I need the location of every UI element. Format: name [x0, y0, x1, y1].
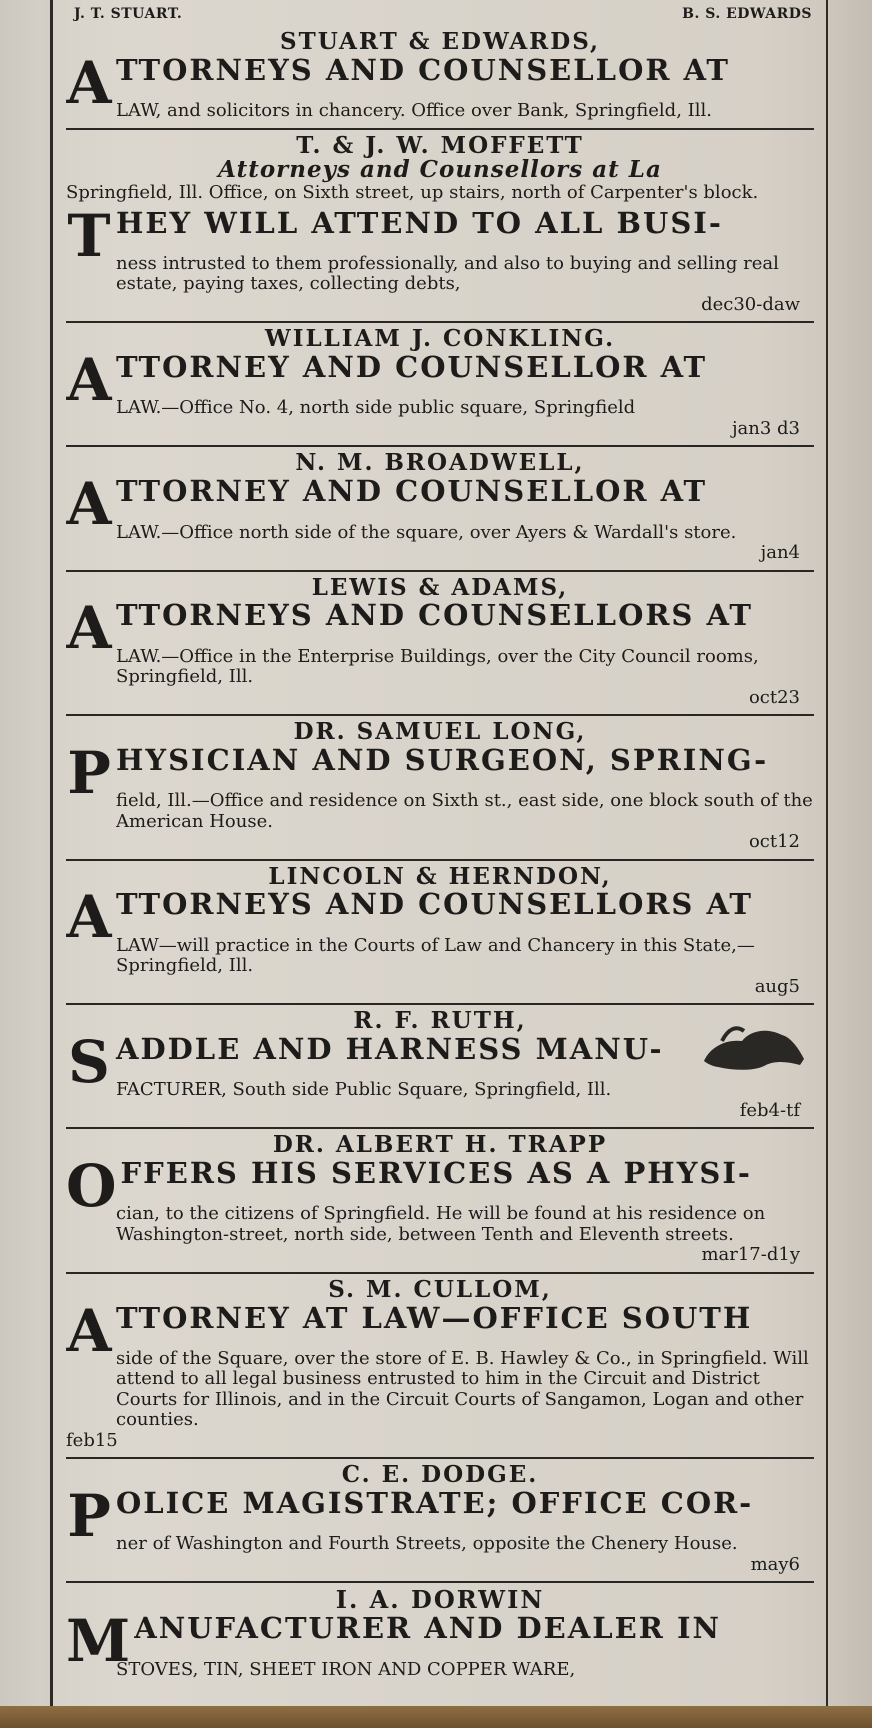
- lead-title: HEY WILL ATTEND TO ALL BUSI-: [116, 205, 723, 240]
- lead-title: OLICE MAGISTRATE; OFFICE COR-: [116, 1486, 754, 1521]
- dropcap-letter: A: [66, 594, 112, 663]
- ad-body: LAW.—Office north side of the square, over Ayers & Wardall's store.: [116, 521, 737, 543]
- saddle-icon: [700, 1017, 808, 1075]
- ad-heading: DR. ALBERT H. TRAPP: [272, 1131, 608, 1159]
- ad-conkling: [58, 327, 824, 447]
- section-divider: [66, 1003, 814, 1005]
- ad-body-secondary: ness intrusted to them professionally, and also to buying and selling real estate, paying taxes, collecting debts,: [116, 252, 779, 295]
- ad-body: LAW.—Office in the Enterprise Buildings, over the City Council rooms, Springfield, Ill.: [116, 645, 759, 688]
- ad-subheading: Attorneys and Counsellors at La: [218, 156, 662, 184]
- lead-title: ANUFACTURER AND DEALER IN: [134, 1611, 722, 1646]
- ad-date: jan4: [760, 542, 800, 564]
- ad-body: LAW.—Office No. 4, north side public square, Springfield: [116, 397, 636, 419]
- lead-title: TTORNEYS AND COUNSELLOR AT: [116, 52, 731, 87]
- ad-date: may6: [750, 1553, 800, 1575]
- ad-date: mar17-d1y: [701, 1244, 800, 1266]
- ad-ruth: [58, 1009, 824, 1129]
- lead-title: TTORNEY AND COUNSELLOR AT: [116, 474, 708, 509]
- dropcap-letter: A: [66, 48, 112, 117]
- dropcap-letter: A: [66, 883, 112, 952]
- ad-samuel-long: [58, 720, 824, 861]
- ad-body: cian, to the citizens of Springfield. He will be found at his residence on Washington-street, north side, between Tenth and Eleventh streets.: [116, 1203, 766, 1245]
- ad-body: field, Ill.—Office and residence on Sixth st., east side, one block south of the American House.: [116, 790, 813, 832]
- lead-title: HYSICIAN AND SURGEON, SPRING-: [116, 742, 769, 777]
- ad-date: oct23: [748, 686, 800, 708]
- lead-title: TTORNEY AND COUNSELLOR AT: [116, 350, 708, 385]
- ad-date: dec30-daw: [701, 293, 800, 315]
- section-divider: [66, 321, 814, 323]
- advertisement-column: [58, 0, 824, 1706]
- dropcap-letter: P: [67, 738, 111, 807]
- ad-dorwin: [58, 1587, 824, 1680]
- dropcap-letter: A: [66, 470, 112, 539]
- ad-body: STOVES, TIN, SHEET IRON AND COPPER WARE,: [116, 1658, 576, 1680]
- dropcap-letter: A: [66, 346, 112, 415]
- ad-heading: N. M. BROADWELL,: [295, 449, 585, 477]
- dropcap-letter: M: [66, 1607, 131, 1676]
- ad-date: feb15: [66, 1429, 118, 1451]
- section-divider: [66, 128, 814, 130]
- ad-moffett: [58, 131, 824, 324]
- lead-title: TTORNEYS AND COUNSELLORS AT: [116, 887, 753, 922]
- section-divider: [66, 1457, 814, 1459]
- ad-lewis-adams: [58, 573, 824, 717]
- ad-heading: WILLIAM J. CONKLING.: [264, 325, 616, 353]
- section-divider: [66, 714, 814, 716]
- ad-body: ner of Washington and Fourth Streets, opposite the Chenery House.: [116, 1533, 738, 1555]
- ad-cullom: [58, 1275, 824, 1460]
- section-divider: [66, 445, 814, 447]
- ad-heading: S. M. CULLOM,: [328, 1275, 552, 1303]
- bottom-table-edge: [0, 1706, 872, 1728]
- ad-date: jan3 d3: [731, 417, 800, 439]
- ad-broadwell: [58, 451, 824, 571]
- ad-body: LAW—will practice in the Courts of Law and Chancery in this State,—Springfield, Ill.: [116, 934, 755, 977]
- ad-body: Springfield, Ill. Office, on Sixth street, up stairs, north of Carpenter's block.: [66, 182, 759, 204]
- right-column-rule: [826, 0, 828, 1728]
- dropcap-letter: O: [66, 1152, 117, 1221]
- section-divider: [66, 1127, 814, 1129]
- ad-heading: LEWIS & ADAMS,: [311, 573, 569, 601]
- ad-heading: STUART & EDWARDS,: [279, 28, 601, 55]
- dropcap-letter: P: [67, 1482, 111, 1551]
- ad-heading: I. A. DORWIN: [335, 1585, 545, 1615]
- right-name: B. S. EDWARDS: [682, 6, 812, 22]
- ad-body: LAW, and solicitors in chancery. Office over Bank, Springfield, Ill.: [116, 100, 712, 122]
- ad-heading: DR. SAMUEL LONG,: [293, 718, 587, 746]
- section-divider: [66, 859, 814, 861]
- ad-lincoln-herndon: [58, 862, 824, 1006]
- lead-title: TTORNEY AT LAW—OFFICE SOUTH: [116, 1300, 753, 1335]
- left-page-edge: [0, 0, 52, 1728]
- section-divider: [66, 1581, 814, 1583]
- section-divider: [66, 1272, 814, 1274]
- ad-trapp: [58, 1133, 824, 1274]
- left-column-rule: [50, 0, 53, 1728]
- lead-title: ADDLE AND HARNESS MANU-: [116, 1032, 664, 1067]
- ad-heading: C. E. DODGE.: [341, 1461, 539, 1489]
- lead-title: FFERS HIS SERVICES AS A PHYSI-: [120, 1156, 752, 1191]
- dropcap-letter: S: [68, 1028, 110, 1097]
- left-name: J. T. STUART.: [74, 6, 183, 22]
- ad-date: aug5: [754, 975, 800, 997]
- ad-dodge: [58, 1463, 824, 1583]
- ad-date: oct12: [748, 831, 800, 853]
- ad-body: side of the Square, over the store of E. B. Hawley & Co., in Springfield. Will attend to all legal business entrusted to him in the Circuit and District Courts for Illinois, and in the Circuit Courts of Sangamon, Logan and other counties.: [116, 1347, 809, 1431]
- masthead-names: [58, 6, 824, 30]
- ad-stuart-edwards: [58, 30, 824, 130]
- lead-title: TTORNEYS AND COUNSELLORS AT: [116, 598, 753, 633]
- dropcap-letter: A: [66, 1296, 112, 1365]
- ad-heading: T. & J. W. MOFFETT: [296, 131, 584, 159]
- ad-date: feb4-tf: [739, 1099, 800, 1121]
- ad-heading: R. F. RUTH,: [353, 1007, 527, 1035]
- dropcap-letter: T: [67, 201, 111, 270]
- section-divider: [66, 570, 814, 572]
- ad-body: FACTURER, South side Public Square, Springfield, Ill.: [116, 1079, 612, 1101]
- ad-heading: LINCOLN & HERNDON,: [268, 862, 612, 890]
